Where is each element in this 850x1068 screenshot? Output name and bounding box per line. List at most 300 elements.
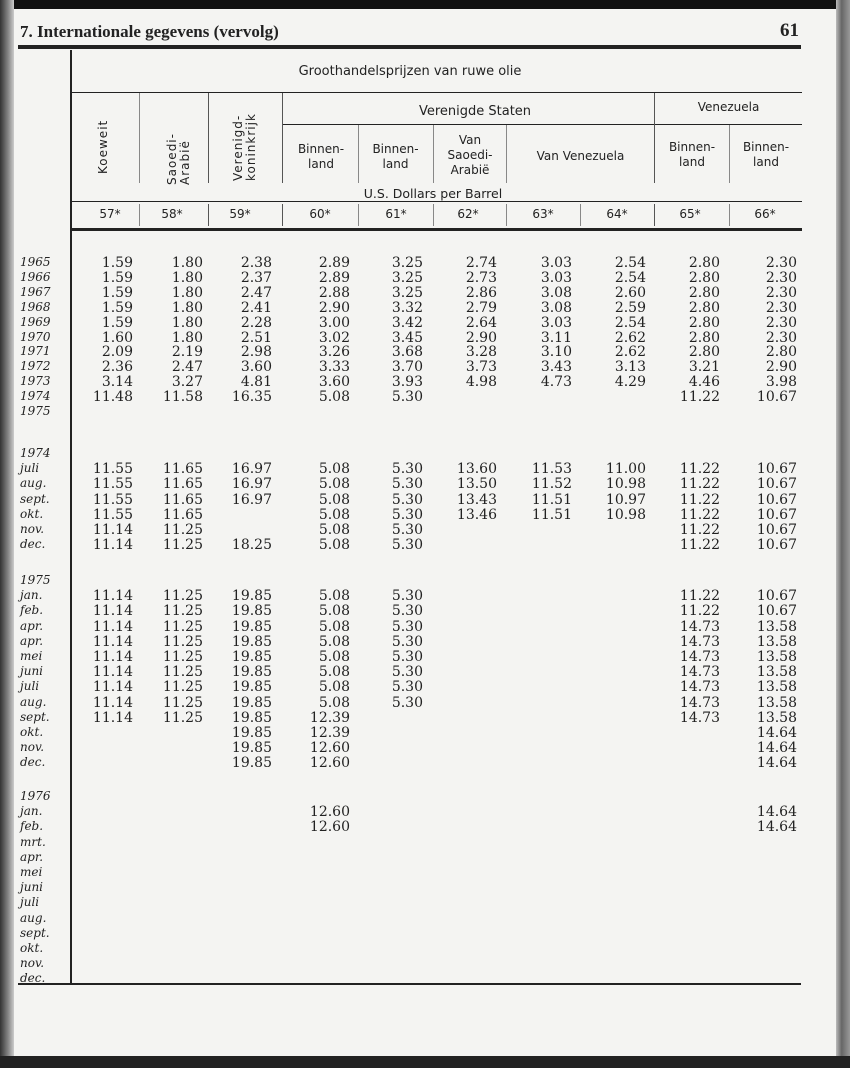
- table-cell: 3.25: [391, 255, 423, 271]
- table-cell: 11.22: [679, 476, 720, 493]
- table-cell: 13.58: [756, 709, 797, 726]
- table-cell: 11.14: [92, 694, 133, 711]
- table-cell: 12.39: [309, 709, 350, 726]
- table-cell: 5.30: [391, 694, 423, 711]
- table-cell: 2.30: [765, 269, 797, 286]
- table-cell: 11.55: [92, 461, 133, 478]
- table-cell: 2.80: [688, 284, 720, 301]
- table-cell: 2.60: [614, 284, 646, 301]
- table-cell: 5.08: [318, 461, 350, 478]
- table-cell: 10.67: [756, 603, 797, 620]
- table-cell: 13.43: [456, 491, 497, 508]
- table-cell: 1.59: [101, 299, 133, 316]
- table-cell: 11.25: [162, 618, 203, 635]
- row-label: sept.: [20, 709, 50, 724]
- table-cell: 11.48: [92, 389, 133, 406]
- column-number: 64*: [606, 207, 628, 221]
- table-cell: 11.65: [162, 491, 203, 508]
- table-cell: 11.22: [679, 491, 720, 508]
- table-cell: 11.51: [531, 491, 572, 508]
- table-cell: 1.59: [101, 284, 133, 301]
- table-cell: 12.60: [309, 740, 350, 757]
- table-cell: 14.73: [679, 649, 720, 665]
- table-cell: 11.58: [162, 389, 203, 406]
- table-cell: 12.39: [309, 725, 350, 741]
- table-cell: 5.30: [391, 649, 423, 665]
- section-year-heading: 1975: [20, 573, 51, 587]
- table-cell: 2.80: [688, 314, 720, 331]
- row-label: sept.: [20, 925, 50, 940]
- table-cell: 2.80: [688, 255, 720, 271]
- row-label: 1972: [20, 359, 51, 374]
- table-cell: 10.67: [756, 537, 797, 554]
- table-cell: 12.60: [309, 819, 350, 836]
- table-cell: 5.08: [318, 389, 350, 406]
- table-cell: 13.58: [756, 679, 797, 696]
- table-cell: 2.30: [765, 329, 797, 346]
- row-label: 1966: [20, 269, 51, 284]
- header-rule: [18, 45, 801, 49]
- table-cell: 5.30: [391, 603, 423, 620]
- column-number: 60*: [309, 207, 331, 221]
- table-cell: 11.22: [679, 389, 720, 406]
- row-label: nov.: [20, 522, 45, 536]
- row-label: 1971: [20, 344, 51, 359]
- table-cell: 2.30: [765, 314, 797, 331]
- table-cell: 5.30: [391, 476, 423, 493]
- row-label: sept.: [20, 491, 50, 506]
- scan-page-edge: [836, 0, 850, 1068]
- table-cell: 3.08: [540, 299, 572, 316]
- column-divider: [208, 204, 209, 226]
- table-cell: 5.30: [391, 461, 423, 478]
- table-cell: 11.22: [679, 522, 720, 538]
- table-cell: 3.03: [540, 255, 572, 271]
- table-cell: 5.30: [391, 679, 423, 696]
- table-cell: 2.80: [765, 344, 797, 361]
- row-label: juni: [20, 664, 44, 679]
- table-cell: 16.35: [231, 389, 272, 406]
- row-label: okt.: [20, 506, 44, 521]
- table-cell: 3.33: [318, 359, 350, 376]
- column-header-us-binnenland-2: Binnen- land: [372, 142, 419, 171]
- table-cell: 14.64: [756, 819, 797, 836]
- row-label: juli: [20, 679, 40, 694]
- table-cell: 10.67: [756, 389, 797, 406]
- table-cell: 13.58: [756, 664, 797, 681]
- row-label: 1974: [20, 389, 51, 404]
- table-cell: 14.73: [679, 709, 720, 726]
- table-cell: 2.30: [765, 255, 797, 271]
- table-cell: 5.08: [318, 633, 350, 650]
- column-number: 65*: [679, 207, 701, 221]
- table-cell: 5.08: [318, 694, 350, 711]
- table-cell: 11.25: [162, 633, 203, 650]
- row-label: jan.: [20, 588, 43, 603]
- row-label: juni: [20, 880, 44, 895]
- table-cell: 5.08: [318, 679, 350, 696]
- table-cell: 4.81: [240, 374, 272, 391]
- row-label: apr.: [20, 849, 44, 864]
- table-cell: 14.73: [679, 694, 720, 711]
- table-cell: 12.60: [309, 804, 350, 821]
- table-cell: 14.73: [679, 633, 720, 650]
- column-header-saoedi-arabie: Saoedi-Arabië: [165, 133, 192, 185]
- scan-top-edge: [0, 0, 850, 9]
- table-cell: 2.54: [614, 314, 646, 331]
- row-label: mrt.: [20, 834, 46, 849]
- table-cell: 10.67: [756, 461, 797, 478]
- row-label: 1968: [20, 299, 51, 314]
- table-cell: 4.98: [465, 374, 497, 391]
- table-cell: 2.54: [614, 255, 646, 271]
- column-header-van-venezuela: Van Venezuela: [536, 149, 625, 163]
- column-divider: [208, 93, 209, 183]
- table-cell: 11.53: [531, 461, 572, 478]
- table-cell: 13.58: [756, 694, 797, 711]
- row-label: 1967: [20, 284, 51, 299]
- table-cell: 11.55: [92, 491, 133, 508]
- row-label: nov.: [20, 956, 45, 971]
- table-cell: 3.42: [391, 314, 423, 331]
- column-number: 63*: [532, 207, 554, 221]
- table-cell: 11.25: [162, 664, 203, 681]
- scan-binding-edge: [0, 0, 14, 1068]
- table-cell: 3.00: [318, 314, 350, 331]
- table-cell: 14.64: [756, 804, 797, 821]
- table-cell: 1.80: [171, 314, 203, 331]
- table-cell: 16.97: [231, 476, 272, 493]
- table-cell: 2.51: [240, 329, 272, 346]
- column-number: 58*: [161, 207, 183, 221]
- table-cell: 3.45: [391, 329, 423, 346]
- table-bottom-rule: [18, 983, 801, 985]
- table-cell: 11.14: [92, 522, 133, 538]
- page-number: 61: [780, 20, 799, 41]
- column-header-verenigd-koninkrijk: Verenigd-koninkrijk: [231, 113, 258, 181]
- table-cell: 2.47: [171, 359, 203, 376]
- table-cell: 1.59: [101, 269, 133, 286]
- table-cell: 10.67: [756, 522, 797, 538]
- table-cell: 3.13: [614, 359, 646, 376]
- row-label: 1973: [20, 374, 51, 389]
- table-cell: 5.08: [318, 522, 350, 538]
- row-label: 1969: [20, 314, 51, 329]
- table-cell: 11.22: [679, 506, 720, 523]
- table-cell: 10.97: [605, 491, 646, 508]
- column-divider: [729, 204, 730, 226]
- column-header-koeweit: Koeweit: [96, 119, 110, 174]
- row-label: dec.: [20, 971, 46, 986]
- column-number: 66*: [754, 207, 776, 221]
- table-cell: 2.30: [765, 284, 797, 301]
- table-cell: 5.08: [318, 649, 350, 665]
- table-cell: 11.55: [92, 506, 133, 523]
- table-cell: 2.86: [465, 284, 497, 301]
- table-cell: 11.65: [162, 461, 203, 478]
- table-cell: 16.97: [231, 461, 272, 478]
- table-cell: 5.08: [318, 491, 350, 508]
- table-cell: 11.14: [92, 649, 133, 665]
- table-cell: 3.93: [391, 374, 423, 391]
- column-number: 59*: [229, 207, 251, 221]
- column-divider: [506, 204, 507, 226]
- table-cell: 11.25: [162, 537, 203, 554]
- row-label: 1965: [20, 255, 51, 269]
- table-cell: 19.85: [231, 679, 272, 696]
- table-cell: 5.08: [318, 664, 350, 681]
- table-cell: 11.25: [162, 694, 203, 711]
- table-cell: 5.30: [391, 664, 423, 681]
- table-cell: 14.64: [756, 725, 797, 741]
- table-cell: 13.60: [456, 461, 497, 478]
- column-header-van-saoedi-arabie: Van Saoedi- Arabië: [447, 133, 493, 177]
- table-cell: 3.10: [540, 344, 572, 361]
- row-label: okt.: [20, 941, 44, 955]
- table-cell: 3.11: [540, 329, 572, 346]
- row-label: 1970: [20, 329, 51, 344]
- column-divider: [139, 93, 140, 183]
- row-label: jan.: [20, 804, 43, 819]
- row-label: okt.: [20, 725, 44, 739]
- table-cell: 2.74: [465, 255, 497, 271]
- table-cell: 2.62: [614, 344, 646, 361]
- row-label: aug.: [20, 694, 47, 709]
- table-cell: 11.25: [162, 603, 203, 620]
- table-cell: 2.19: [171, 344, 203, 361]
- row-label: aug.: [20, 910, 47, 925]
- row-label: aug.: [20, 476, 47, 491]
- table-cell: 19.85: [231, 588, 272, 605]
- table-cell: 2.80: [688, 344, 720, 361]
- table-cell: 11.14: [92, 618, 133, 635]
- table-cell: 5.30: [391, 537, 423, 554]
- column-header-ven-binnenland-2: Binnen- land: [742, 140, 790, 169]
- table-cell: 11.25: [162, 522, 203, 538]
- group-header-venezuela: Venezuela: [697, 100, 760, 114]
- table-cell: 5.08: [318, 537, 350, 554]
- table-cell: 11.22: [679, 588, 720, 605]
- column-divider: [433, 204, 434, 226]
- table-cell: 1.60: [101, 329, 133, 346]
- row-label: dec.: [20, 755, 46, 770]
- table-cell: 13.46: [456, 506, 497, 523]
- table-cell: 2.88: [318, 284, 350, 301]
- column-divider: [654, 204, 655, 226]
- table-cell: 2.89: [318, 269, 350, 286]
- row-label: 1975: [20, 404, 51, 418]
- table-cell: 10.67: [756, 491, 797, 508]
- section-title: 7. Internationale gegevens (vervolg): [20, 22, 279, 41]
- table-cell: 2.30: [765, 299, 797, 316]
- table-cell: 2.98: [240, 344, 272, 361]
- rule-below-column-numbers: [72, 228, 802, 231]
- table-cell: 3.73: [465, 359, 497, 376]
- table-cell: 3.25: [391, 269, 423, 286]
- table-cell: 5.08: [318, 618, 350, 635]
- table-cell: 3.14: [101, 374, 133, 391]
- rule-above-column-numbers: [72, 201, 802, 202]
- table-cell: 10.67: [756, 476, 797, 493]
- table-cell: 10.98: [605, 506, 646, 523]
- table-cell: 14.64: [756, 740, 797, 757]
- column-header-us-binnenland-1: Binnen- land: [297, 142, 345, 171]
- table-cell: 1.80: [171, 284, 203, 301]
- group-header-verenigde-staten: Verenigde Staten: [418, 104, 532, 119]
- section-year-heading: 1976: [20, 789, 51, 803]
- table-cell: 19.85: [231, 664, 272, 681]
- row-label: feb.: [20, 603, 44, 618]
- column-divider: [282, 204, 283, 226]
- table-cell: 11.25: [162, 588, 203, 605]
- table-cell: 19.85: [231, 603, 272, 620]
- table-cell: 1.80: [171, 299, 203, 316]
- table-cell: 5.30: [391, 389, 423, 406]
- table-cell: 13.58: [756, 633, 797, 650]
- table-cell: 4.73: [540, 374, 572, 391]
- table-cell: 3.02: [318, 329, 350, 346]
- column-divider: [580, 204, 581, 226]
- table-cell: 2.64: [465, 314, 497, 331]
- table-cell: 13.58: [756, 649, 797, 665]
- table-cell: 19.85: [231, 633, 272, 650]
- table-cell: 19.85: [231, 618, 272, 635]
- table-cell: 3.03: [540, 314, 572, 331]
- group-title: Groothandelsprijzen van ruwe olie: [298, 64, 522, 79]
- table-cell: 2.54: [614, 269, 646, 286]
- table-cell: 3.70: [391, 359, 423, 376]
- row-label: nov.: [20, 740, 45, 755]
- table-cell: 11.14: [92, 537, 133, 554]
- table-cell: 3.27: [171, 374, 203, 391]
- table-cell: 19.85: [231, 694, 272, 711]
- table-cell: 5.30: [391, 618, 423, 635]
- table-cell: 2.90: [765, 359, 797, 376]
- table-cell: 19.85: [231, 725, 272, 741]
- table-cell: 2.41: [240, 299, 272, 316]
- table-cell: 2.28: [240, 314, 272, 331]
- table-cell: 13.58: [756, 618, 797, 635]
- table-cell: 5.30: [391, 506, 423, 523]
- table-cell: 1.80: [171, 269, 203, 286]
- table-cell: 2.38: [240, 255, 272, 271]
- column-number: 57*: [99, 207, 121, 221]
- table-cell: 2.90: [318, 299, 350, 316]
- table-cell: 3.26: [318, 344, 350, 361]
- table-cell: 2.73: [465, 269, 497, 286]
- table-cell: 1.80: [171, 329, 203, 346]
- table-cell: 5.08: [318, 476, 350, 493]
- table-cell: 4.29: [614, 374, 646, 391]
- rule-below-country-groups: [283, 124, 802, 125]
- table-cell: 12.60: [309, 755, 350, 772]
- table-cell: 11.14: [92, 633, 133, 650]
- table-cell: 3.21: [688, 359, 720, 376]
- table-cell: 16.97: [231, 491, 272, 508]
- table-cell: 10.67: [756, 506, 797, 523]
- table-cell: 2.90: [465, 329, 497, 346]
- table-cell: 4.46: [688, 374, 720, 391]
- row-label: juli: [20, 461, 40, 476]
- column-divider: [282, 93, 283, 183]
- table-cell: 14.73: [679, 679, 720, 696]
- table-cell: 1.59: [101, 255, 133, 271]
- table-cell: 2.89: [318, 255, 350, 271]
- table-cell: 5.30: [391, 633, 423, 650]
- table-cell: 3.43: [540, 359, 572, 376]
- table-cell: 2.79: [465, 299, 497, 316]
- table-cell: 2.62: [614, 329, 646, 346]
- table-cell: 11.51: [531, 506, 572, 523]
- row-label: juli: [20, 895, 40, 910]
- table-cell: 11.65: [162, 506, 203, 523]
- table-cell: 11.65: [162, 476, 203, 493]
- table-cell: 14.73: [679, 618, 720, 635]
- table-cell: 1.80: [171, 255, 203, 271]
- column-divider: [358, 204, 359, 226]
- table-cell: 3.03: [540, 269, 572, 286]
- table-cell: 14.73: [679, 664, 720, 681]
- row-label: mei: [20, 649, 43, 663]
- table-cell: 11.00: [605, 461, 646, 478]
- table-cell: 3.60: [318, 374, 350, 391]
- rule-below-group-title: [72, 92, 802, 93]
- table-cell: 2.36: [101, 359, 133, 376]
- table-cell: 5.30: [391, 588, 423, 605]
- table-cell: 11.22: [679, 537, 720, 554]
- table-cell: 3.28: [465, 344, 497, 361]
- table-cell: 13.50: [456, 476, 497, 493]
- table-cell: 3.68: [391, 344, 423, 361]
- table-cell: 2.80: [688, 269, 720, 286]
- table-cell: 2.47: [240, 284, 272, 301]
- table-cell: 11.14: [92, 709, 133, 726]
- table-cell: 11.14: [92, 603, 133, 620]
- table-cell: 11.52: [531, 476, 572, 493]
- table-cell: 11.25: [162, 649, 203, 665]
- row-label: dec.: [20, 537, 46, 552]
- row-label: apr.: [20, 618, 44, 633]
- section-year-heading: 1974: [20, 446, 51, 460]
- table-cell: 11.22: [679, 461, 720, 478]
- column-number: 61*: [385, 207, 407, 221]
- column-number: 62*: [457, 207, 479, 221]
- row-label: feb.: [20, 819, 44, 834]
- table-cell: 5.08: [318, 588, 350, 605]
- table-cell: 5.30: [391, 522, 423, 538]
- table-cell: 14.64: [756, 755, 797, 772]
- table-cell: 11.14: [92, 588, 133, 605]
- table-cell: 3.32: [391, 299, 423, 316]
- table-cell: 3.08: [540, 284, 572, 301]
- table-cell: 19.85: [231, 755, 272, 772]
- table-cell: 5.08: [318, 603, 350, 620]
- table-cell: 5.30: [391, 491, 423, 508]
- table-cell: 18.25: [231, 537, 272, 554]
- table-cell: 19.85: [231, 649, 272, 665]
- table-cell: 11.25: [162, 709, 203, 726]
- table-cell: 2.37: [240, 269, 272, 286]
- table-cell: 2.80: [688, 299, 720, 316]
- table-cell: 11.14: [92, 679, 133, 696]
- table-cell: 3.60: [240, 359, 272, 376]
- table-cell: 11.55: [92, 476, 133, 493]
- table-cell: 5.08: [318, 506, 350, 523]
- table-cell: 11.14: [92, 664, 133, 681]
- table-cell: 3.25: [391, 284, 423, 301]
- table-cell: 2.80: [688, 329, 720, 346]
- table-cell: 11.22: [679, 603, 720, 620]
